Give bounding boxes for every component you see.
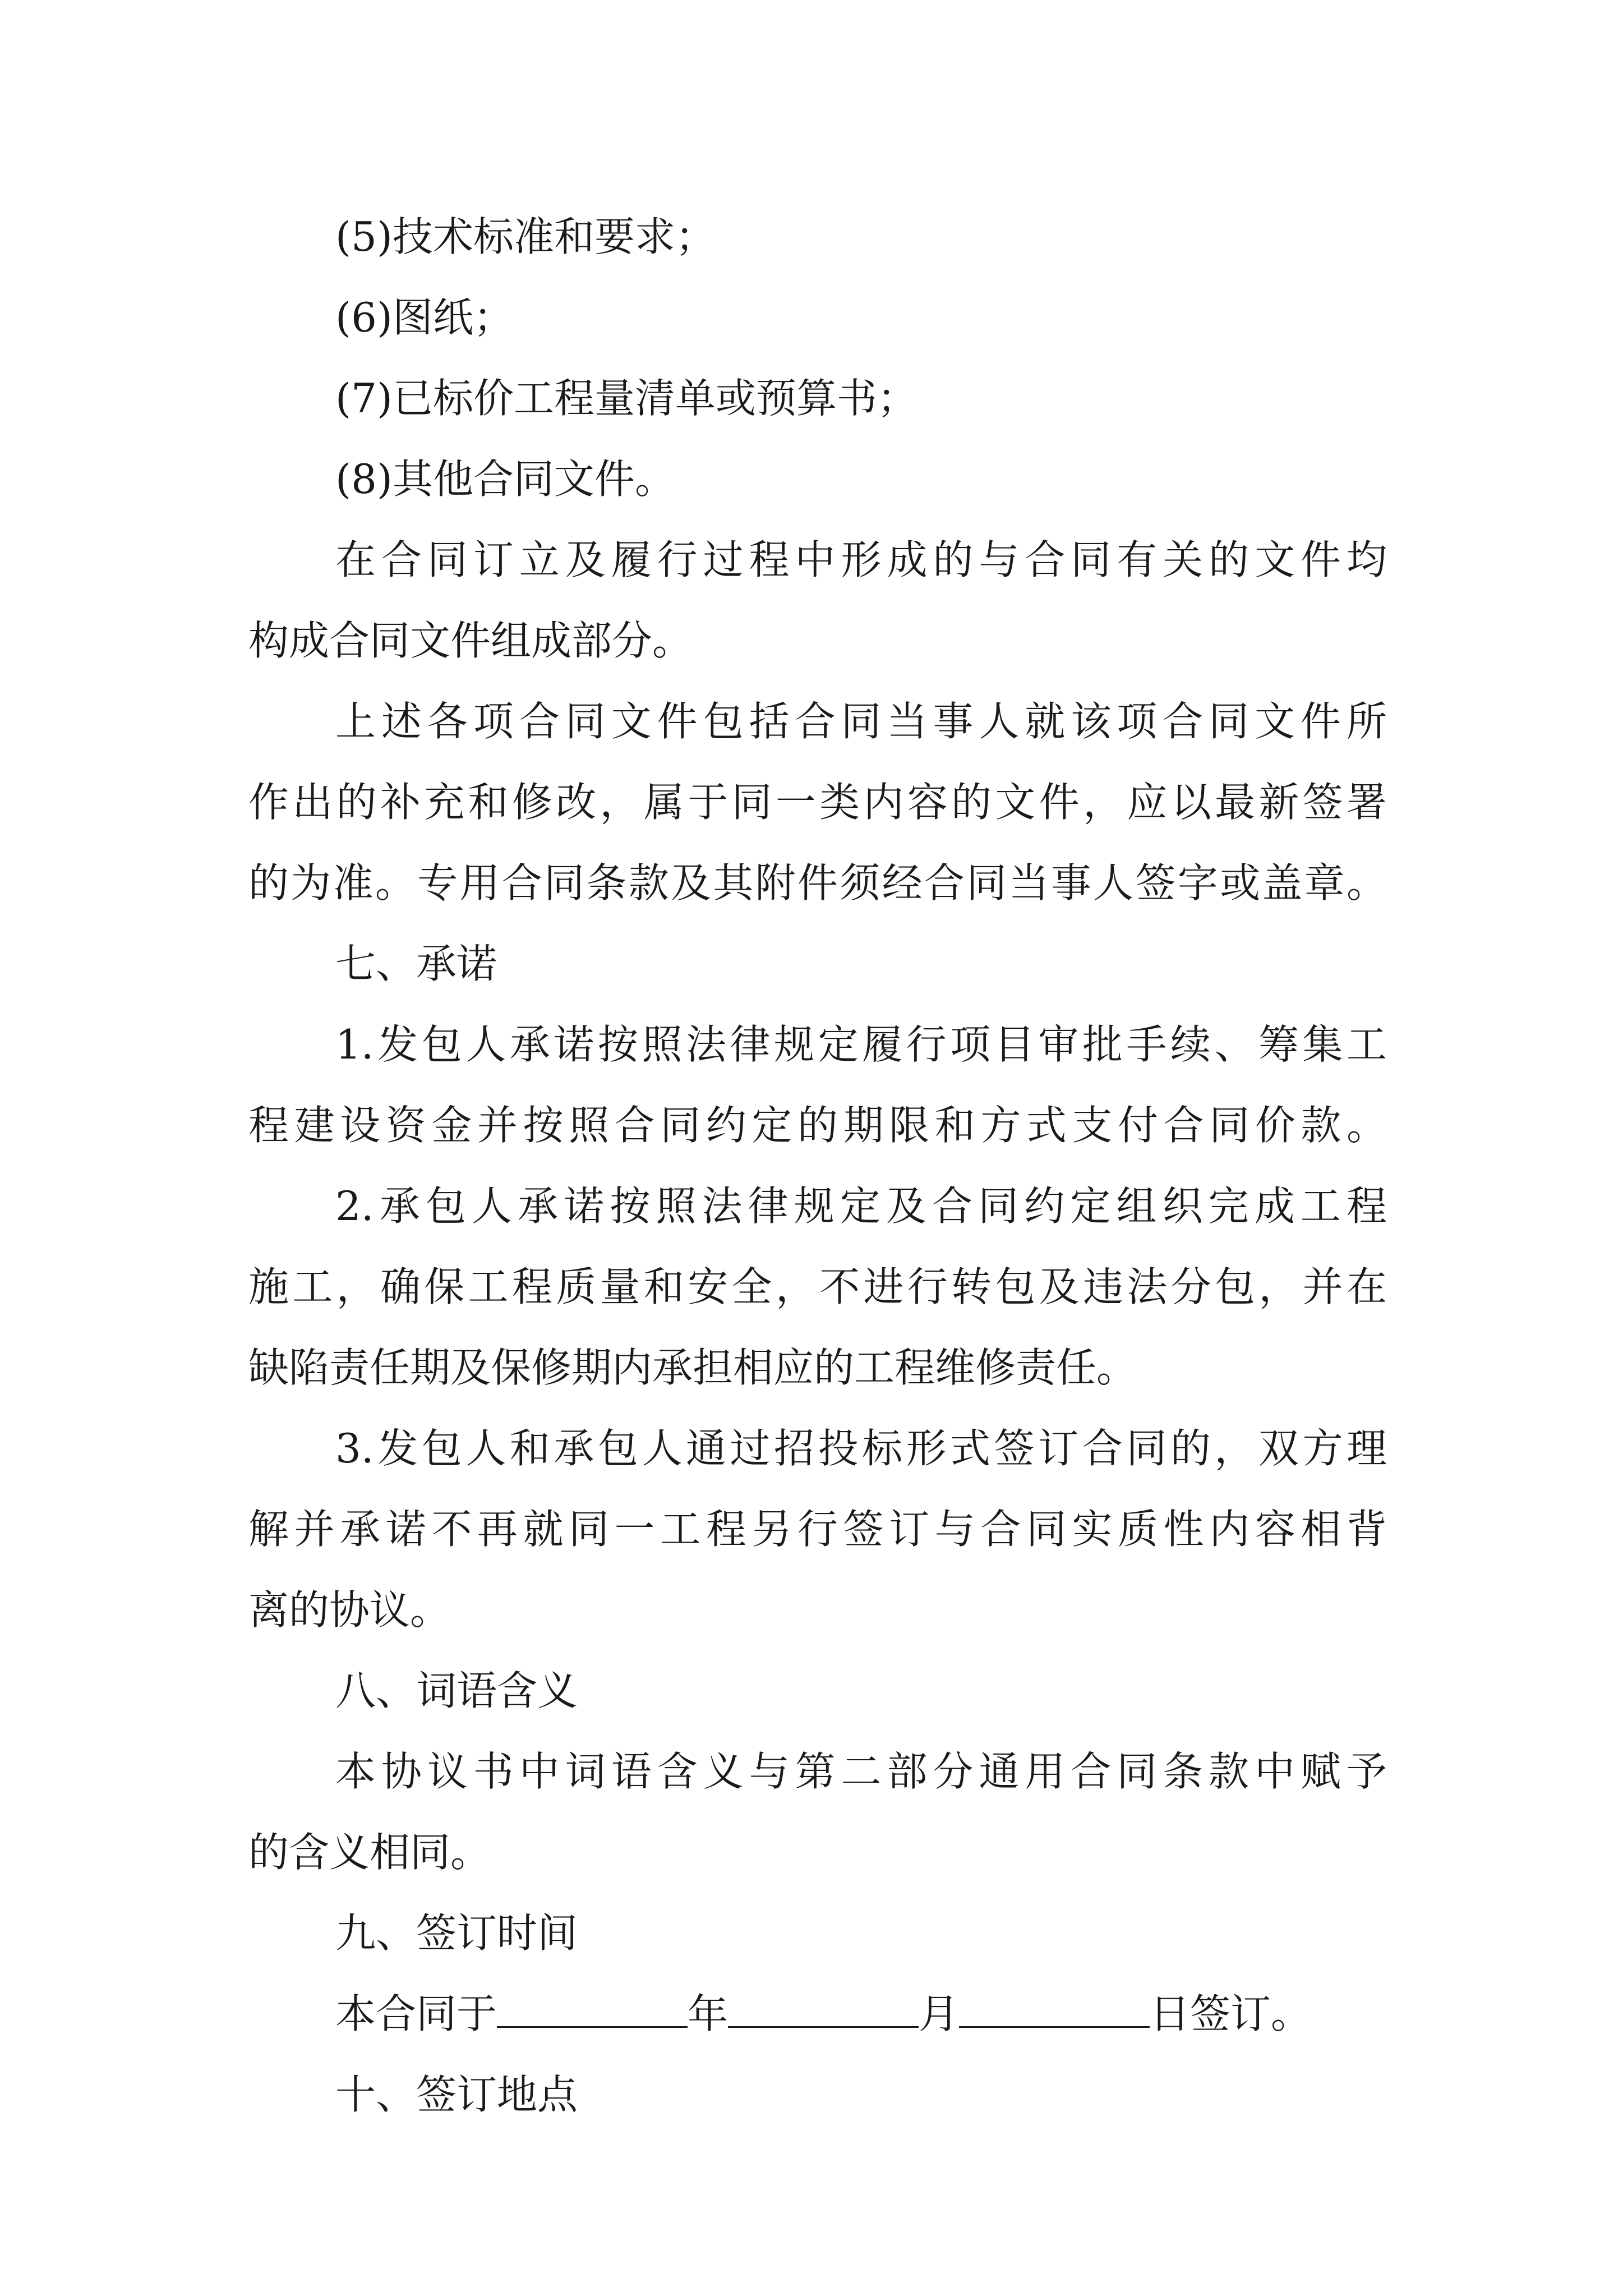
item-technical-standards: (5)技术标准和要求； (335, 213, 716, 260)
definitions-line-1: 本协议书中词语含义与第二部分通用合同条款中赋予 (335, 1748, 1387, 1795)
commitment-2-line-1: 2.承包人承诺按照法律规定及合同约定组织完成工程 (335, 1182, 1387, 1230)
commitment-3-line-1: 3.发包人和承包人通过招投标形式签订合同的，双方理 (335, 1425, 1387, 1472)
paragraph-contract-docs-line-1: 在合同订立及履行过程中形成的与合同有关的文件均 (335, 536, 1387, 583)
heading-definitions: 八、词语含义 (335, 1667, 578, 1714)
paragraph-amendments-line-3: 的为准。专用合同条款及其附件须经合同当事人签字或盖章。 (248, 859, 1387, 907)
year-label: 年 (688, 1990, 728, 2037)
item-priced-bill: (7)已标价工程量清单或预算书； (335, 375, 917, 422)
heading-signing-place: 十、签订地点 (335, 2071, 578, 2118)
month-blank (728, 1993, 919, 2028)
paragraph-contract-docs-line-2: 构成合同文件组成部分。 (248, 617, 693, 664)
commitment-2-line-2: 施工，确保工程质量和安全，不进行转包及违法分包，并在 (248, 1263, 1387, 1310)
commitment-2-line-3: 缺陷责任期及保修期内承担相应的工程维修责任。 (248, 1344, 1137, 1391)
heading-signing-time: 九、签订时间 (335, 1910, 578, 1957)
day-blank (959, 1993, 1150, 2028)
commitment-3-line-2: 解并承诺不再就同一工程另行签订与合同实质性内容相背 (248, 1506, 1387, 1553)
commitment-3-line-3: 离的协议。 (248, 1586, 451, 1634)
item-drawings: (6)图纸； (335, 294, 514, 341)
paragraph-amendments-line-2: 作出的补充和修改，属于同一类内容的文件，应以最新签署 (248, 779, 1387, 826)
year-blank (497, 1993, 688, 2028)
heading-commitments: 七、承诺 (335, 940, 497, 987)
commitment-1-line-1: 1.发包人承诺按照法律规定履行项目审批手续、筹集工 (335, 1021, 1387, 1068)
document-page (248, 196, 1387, 2135)
month-label: 月 (919, 1990, 960, 2037)
definitions-line-2: 的含义相同。 (248, 1829, 491, 1876)
item-other-documents: (8)其他合同文件。 (335, 455, 675, 503)
commitment-1-line-2: 程建设资金并按照合同约定的期限和方式支付合同价款。 (248, 1102, 1387, 1149)
signing-date-prefix: 本合同于 (335, 1990, 497, 2037)
signing-date-suffix: 日签订。 (1150, 1990, 1312, 2037)
signing-date-line (248, 1973, 1387, 2054)
paragraph-amendments-line-1: 上述各项合同文件包括合同当事人就该项合同文件所 (335, 698, 1387, 745)
